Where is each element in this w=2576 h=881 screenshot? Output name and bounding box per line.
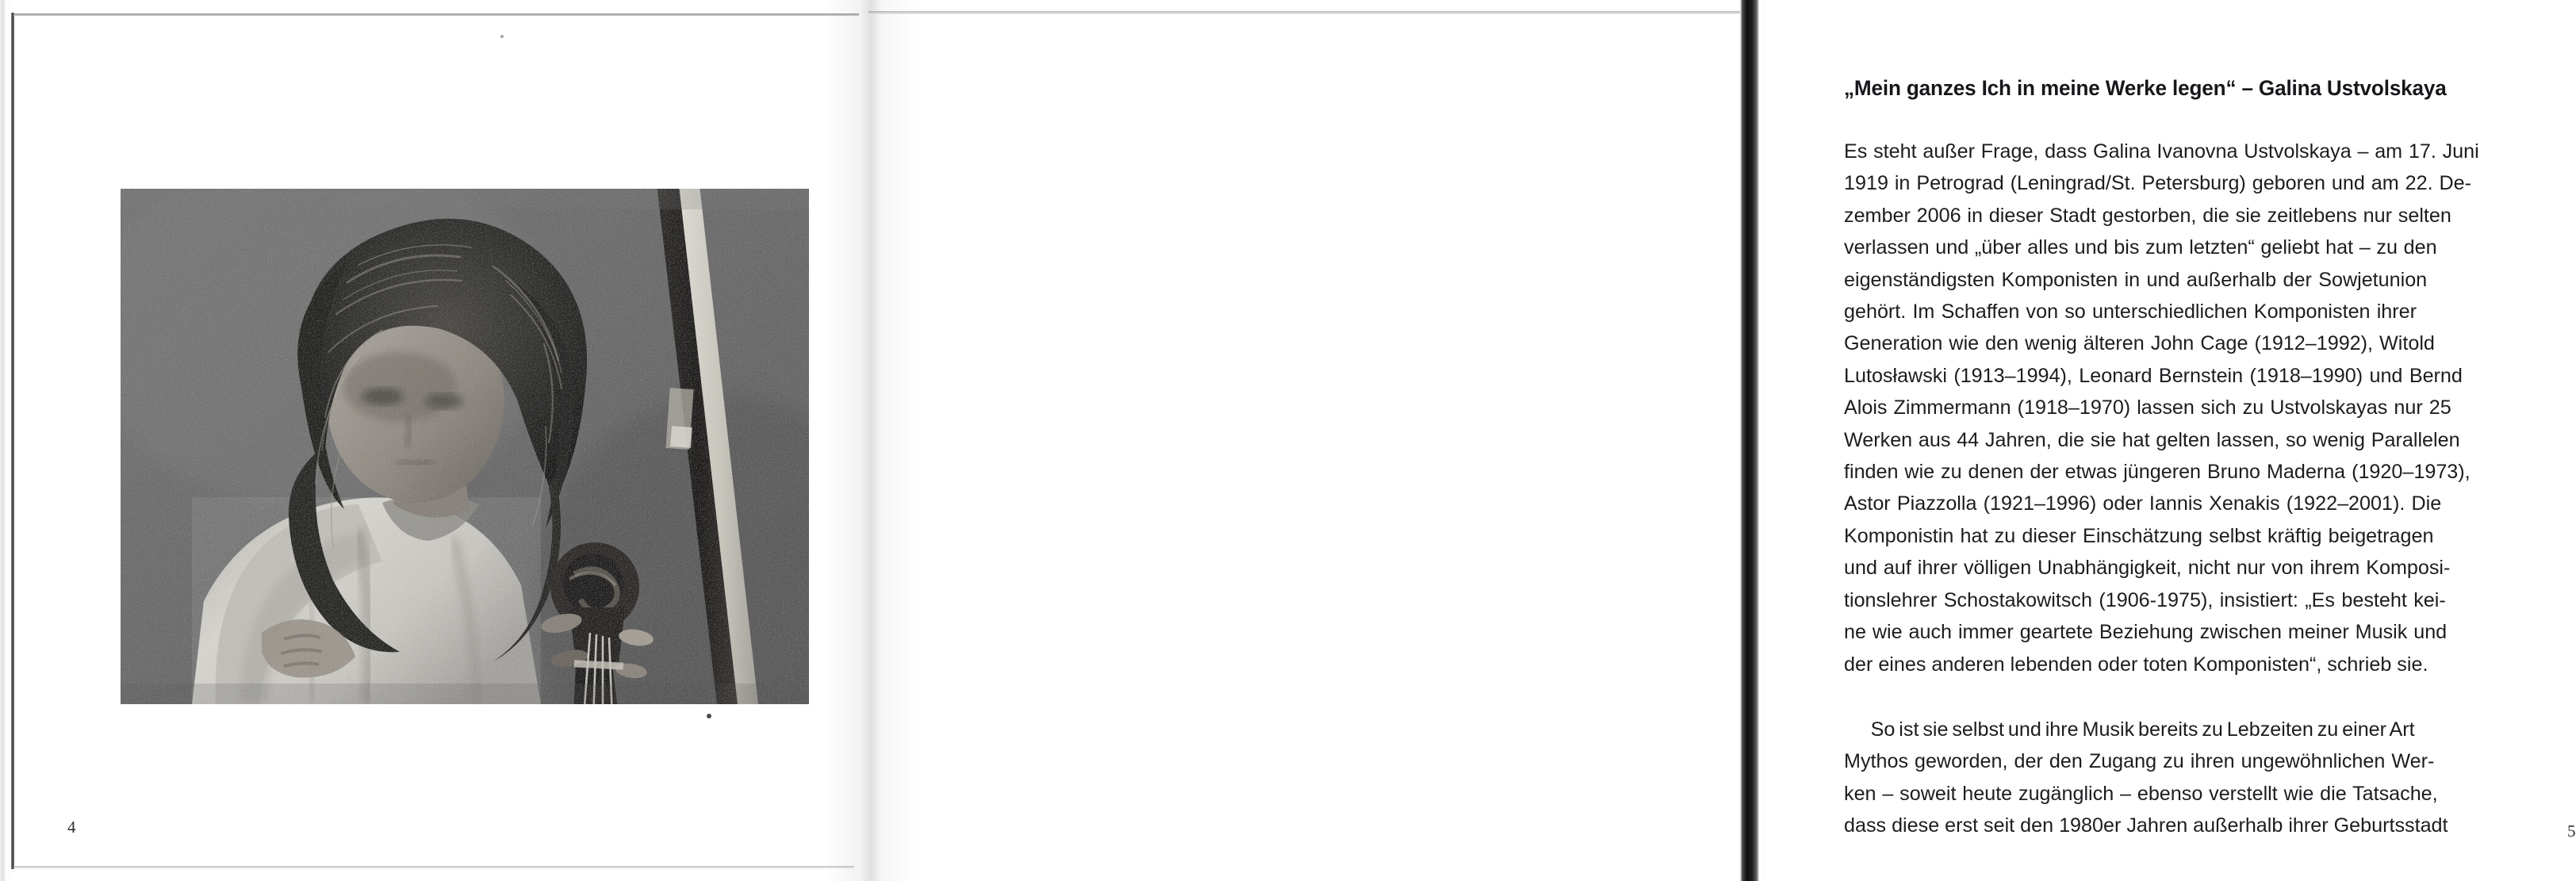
scan-left-outer-edge [0, 0, 6, 881]
text-line: Lutosławski (1913–1994), Leonard Bernstein (1918–1990) und Bernd [1844, 364, 2463, 387]
paragraph-2 [1844, 714, 2523, 842]
text-line: verlassen und „über alles und bis zum letzten“ geliebt hat – zu den [1844, 236, 2437, 259]
text-line: finden wie zu denen der etwas jüngeren Bruno Maderna (1920–1973), [1844, 461, 2471, 484]
text-line: Mythos geworden, der den Zugang zu ihren ungewöhnlichen Wer- [1844, 750, 2435, 773]
scan-speck [500, 35, 504, 38]
right-page-top-edge [868, 11, 1742, 14]
scan-speck [707, 714, 711, 718]
left-page-edge [11, 13, 14, 869]
text-line: der eines anderen lebenden oder toten Komponisten“, schrieb sie. [1844, 653, 2428, 676]
text-line: und auf ihrer völligen Unabhängigkeit, nicht nur von ihrem Komposi- [1844, 557, 2451, 580]
text-line: 1919 in Petrograd (Leningrad/St. Petersburg) geboren und am 22. De- [1844, 172, 2471, 195]
left-page [13, 0, 868, 881]
text-line: ne wie auch immer geartete Beziehung zwischen meiner Musik und [1844, 621, 2448, 644]
text-line: Generation wie den wenig älteren John Cage (1912–1992), Witold [1844, 332, 2435, 355]
text-line: Es steht außer Frage, dass Galina Ivanovna Ustvolskaya – am 17. Juni [1844, 140, 2479, 163]
right-page-edge [1740, 0, 1759, 881]
article-heading: „Mein ganzes Ich in meine Werke legen“ – Galina Ustvolskaya [1844, 76, 2447, 100]
article-text-column [1844, 76, 2523, 842]
right-page [868, 0, 2576, 881]
text-line: Werken aus 44 Jahren, die sie hat gelten lassen, so wenig Parallelen [1844, 428, 2460, 451]
text-line: dass diese erst seit den 1980er Jahren außerhalb ihrer Geburtsstadt [1844, 814, 2448, 837]
portrait-photograph [121, 189, 809, 704]
page-number-left: 4 [67, 818, 76, 837]
text-line: gehört. Im Schaffen von so unterschiedlichen Komponisten ihrer [1844, 301, 2417, 324]
left-page-bottom-edge [13, 866, 854, 868]
text-line: tionslehrer Schostakowitsch (1906-1975), insistiert: „Es besteht kei- [1844, 588, 2446, 611]
left-page-top-edge [13, 13, 859, 16]
text-line: eigenständigsten Komponisten in und außerhalb der Sowjetunion [1844, 268, 2428, 291]
text-line: zember 2006 in dieser Stadt gestorben, die sie zeitlebens nur selten [1844, 204, 2451, 227]
paragraph-1 [1844, 136, 2523, 680]
text-line: Komponistin hat zu dieser Einschätzung selbst kräftig beigetragen [1844, 524, 2434, 547]
page-number-right: 5 [2567, 822, 2576, 841]
text-line: Alois Zimmermann (1918–1970) lassen sich zu Ustvolskayas nur 25 [1844, 396, 2451, 419]
text-line: So ist sie selbst und ihre Musik bereits zu Lebzeiten zu einer Art [1870, 718, 2415, 741]
text-line: ken – soweit heute zugänglich – ebenso verstellt wie die Tatsache, [1844, 782, 2438, 805]
text-line: Astor Piazzolla (1921–1996) oder Iannis Xenakis (1922–2001). Die [1844, 492, 2442, 515]
